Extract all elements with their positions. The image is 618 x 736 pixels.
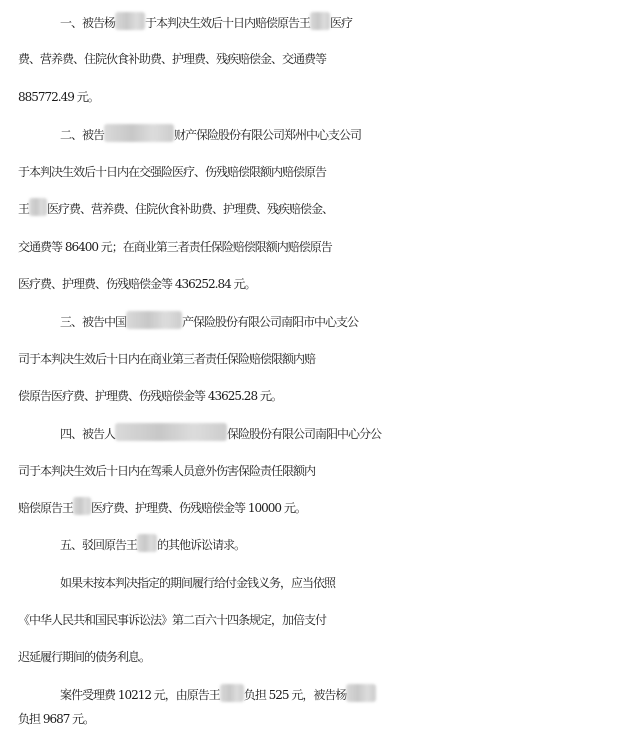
text-line <box>0 379 618 413</box>
text-segment: 产保险股份有限公司南阳市中心支公 <box>182 315 359 329</box>
text-segment: 的其他诉讼请求。 <box>157 538 246 552</box>
text-segment: 司于本判决生效后十日内在商业第三者责任保险赔偿限额内赔 <box>18 352 316 366</box>
text-segment: 医疗费、护理费、伤残赔偿金等 436252.84 元。 <box>18 277 256 291</box>
text-line <box>0 417 618 451</box>
redacted-name <box>104 124 174 142</box>
text-line <box>0 528 618 562</box>
text-line <box>0 6 618 40</box>
text-line <box>0 42 618 76</box>
redacted-name <box>73 497 91 515</box>
text-segment: 五、驳回原告王 <box>60 538 138 552</box>
text-segment: 迟延履行期间的债务利息。 <box>18 650 151 664</box>
text-line <box>0 702 618 736</box>
text-segment: 费、营养费、住院伙食补助费、护理费、残疾赔偿金、交通费等 <box>18 52 327 66</box>
text-line <box>0 454 618 488</box>
text-line <box>0 566 618 600</box>
text-segment: 885772.49 元。 <box>18 90 99 104</box>
text-segment: 医疗费、营养费、住院伙食补助费、护理费、残疾赔偿金、 <box>47 202 334 216</box>
text-segment: 四、被告人 <box>60 427 116 441</box>
redacted-name <box>310 12 330 30</box>
text-line <box>0 230 618 264</box>
text-line <box>0 603 618 637</box>
text-segment: 三、被告中国 <box>60 315 127 329</box>
text-segment: 赔偿原告王 <box>18 501 74 515</box>
text-segment: 交通费等 86400 元；在商业第三者责任保险赔偿限额内赔偿原告 <box>18 240 332 254</box>
text-segment: 二、被告 <box>60 128 105 142</box>
redacted-name <box>220 684 244 702</box>
text-line <box>0 192 618 226</box>
text-segment: 于本判决生效后十日内赔偿原告王 <box>145 16 311 30</box>
text-segment: 案件受理费 10212 元，由原告王 <box>60 688 220 702</box>
text-segment: 于本判决生效后十日内在交强险医疗、伤残赔偿限额内赔偿原告 <box>18 165 327 179</box>
text-segment: 司于本判决生效后十日内在驾乘人员意外伤害保险责任限额内 <box>18 464 316 478</box>
text-line <box>0 118 618 152</box>
text-line <box>0 267 618 301</box>
text-segment: 一、被告杨 <box>60 16 116 30</box>
text-segment: 负担 9687 元。 <box>18 712 95 726</box>
text-line <box>0 491 618 525</box>
text-segment: 王 <box>18 202 30 216</box>
text-segment: 医疗 <box>330 16 353 30</box>
text-line <box>0 640 618 674</box>
text-segment: 负担 525 元，被告杨 <box>243 688 347 702</box>
redacted-name <box>115 423 227 441</box>
text-segment: 如果未按本判决指定的期间履行给付金钱义务，应当依照 <box>60 576 336 590</box>
text-line <box>0 80 618 114</box>
redacted-name <box>126 311 182 329</box>
text-line <box>0 305 618 339</box>
redacted-name <box>137 534 157 552</box>
text-line <box>0 155 618 189</box>
text-segment: 保险股份有限公司南阳中心分公 <box>227 427 382 441</box>
text-segment: 医疗费、护理费、伤残赔偿金等 10000 元。 <box>91 501 306 515</box>
text-segment: 《中华人民共和国民事诉讼法》第二百六十四条规定，加倍支付 <box>18 613 327 627</box>
text-segment: 偿原告医疗费、护理费、伤残赔偿金等 43625.28 元。 <box>18 389 282 403</box>
text-segment: 财产保险股份有限公司郑州中心支公司 <box>174 128 362 142</box>
redacted-name <box>29 198 47 216</box>
text-line <box>0 342 618 376</box>
redacted-name <box>346 684 376 702</box>
redacted-name <box>115 12 145 30</box>
